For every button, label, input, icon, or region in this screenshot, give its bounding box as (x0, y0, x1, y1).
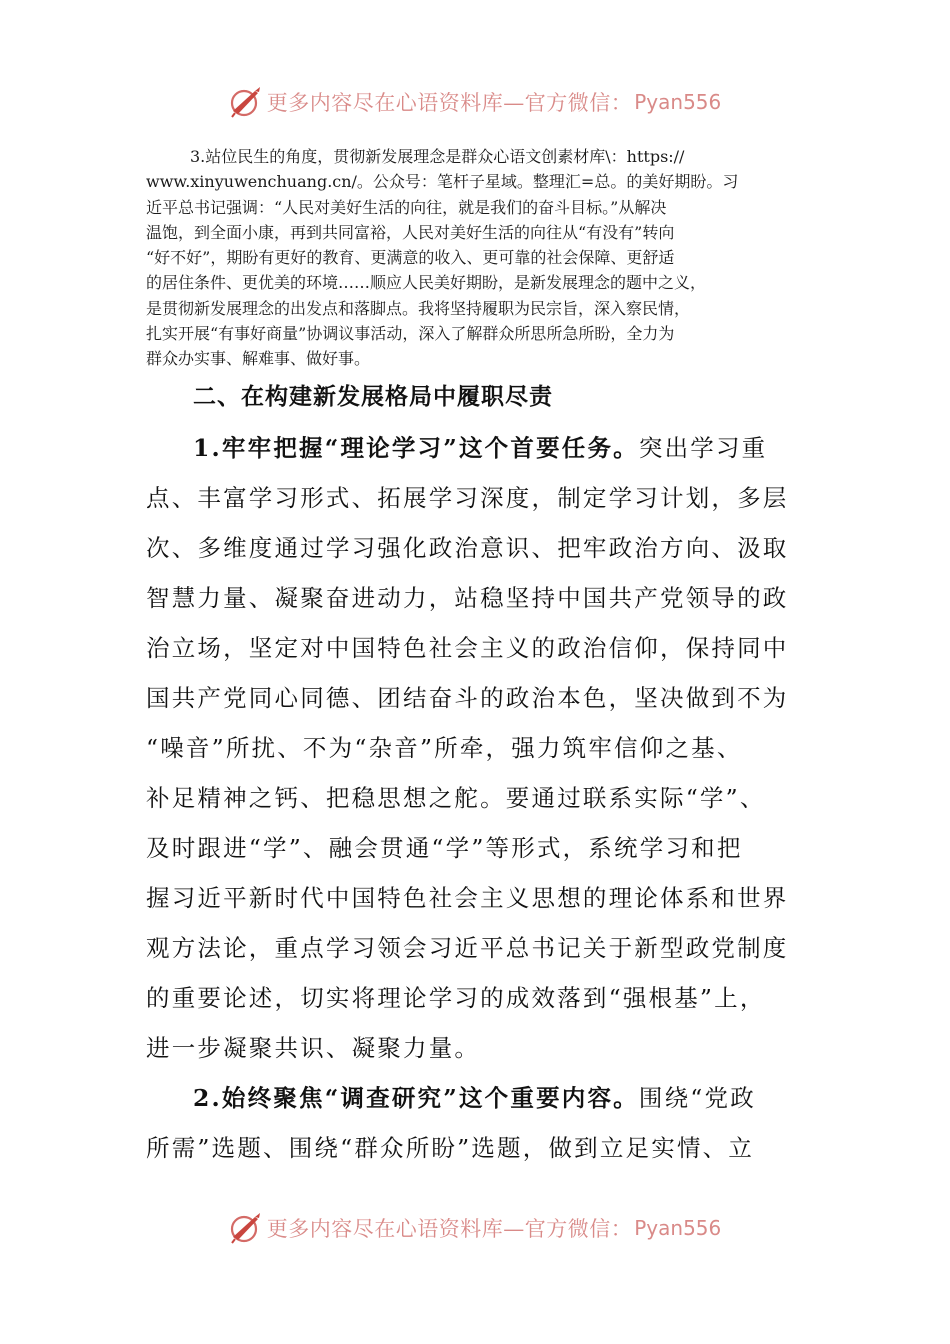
intro-line: 近平总书记强调：“人民对美好生活的向往，就是我们的奋斗目标。”从解决 (146, 197, 667, 217)
paragraph-line: 智慧力量、凝聚奋进动力，站稳坚持中国共产党领导的政 (146, 584, 789, 612)
paragraph-line: 及时跟进“学”、融会贯通“学”等形式，系统学习和把 (146, 834, 743, 862)
paragraph-line: 次、多维度通过学习强化政治意识、把牢政治方向、汲取 (146, 534, 789, 562)
watermark-text: 更多内容尽在心语资料库—官方微信： (266, 1217, 633, 1241)
paragraph-first-line (146, 1073, 786, 1123)
paragraph-line: “噪音”所扰、不为“杂音”所牵，强力筑牢信仰之基、 (146, 734, 743, 762)
watermark-banner-top (0, 82, 950, 122)
paragraph-lead: 2.始终聚焦“调查研究”这个重要内容。 (193, 1084, 639, 1112)
paragraph-line-rest: 围绕“党政 (638, 1084, 756, 1112)
intro-line: “好不好”，期盼有更好的教育、更满意的收入、更可靠的社会保障、更舒适 (146, 248, 675, 268)
paragraph-line: 观方法论，重点学习领会习近平总书记关于新型政党制度 (146, 934, 789, 962)
intro-line: 群众办实事、解难事、做好事。 (146, 349, 371, 369)
intro-line: 扎实开展“有事好商量”协调议事活动，深入了解群众所思所急所盼，全力为 (146, 324, 675, 344)
watermark-text: 更多内容尽在心语资料库—官方微信： (266, 91, 633, 115)
watermark-id: Pyan556 (634, 90, 722, 114)
quill-pen-logo-icon (229, 1211, 263, 1245)
intro-line: 温饱，到全面小康，再到共同富裕，人民对美好生活的向往从“有没有”转向 (146, 222, 675, 242)
section-heading: 二、在构建新发展格局中履职尽责 (193, 383, 553, 410)
intro-paragraph (146, 144, 806, 372)
paragraph-research (146, 1073, 786, 1173)
intro-line: 3.站位民生的角度，贯彻新发展理念是群众心语文创素材库\：https:// (190, 147, 685, 166)
paragraph-line-rest: 突出学习重 (638, 434, 768, 462)
intro-line: www.xinyuwenchuang.cn/。公众号：笔杆子星域。整理汇=总。的美好期盼。习 (146, 172, 739, 192)
paragraph-theory-study (146, 423, 789, 1073)
quill-pen-logo-icon (229, 85, 263, 119)
intro-line: 是贯彻新发展理念的出发点和落脚点。我将坚持履职为民宗旨，深入察民情， (146, 298, 691, 318)
intro-line: 的居住条件、更优美的环境……顺应人民美好期盼，是新发展理念的题中之义， (146, 273, 707, 293)
paragraph-line: 治立场，坚定对中国特色社会主义的政治信仰，保持同中 (146, 634, 789, 662)
watermark-id: Pyan556 (634, 1216, 722, 1240)
paragraph-line: 所需”选题、围绕“群众所盼”选题，做到立足实情、立 (146, 1134, 755, 1162)
watermark-banner-bottom (0, 1208, 950, 1248)
paragraph-line: 点、丰富学习形式、拓展学习深度，制定学习计划，多层 (146, 484, 789, 512)
paragraph-line: 进一步凝聚共识、凝聚力量。 (146, 1034, 481, 1062)
paragraph-line: 握习近平新时代中国特色社会主义思想的理论体系和世界 (146, 884, 789, 912)
paragraph-line: 补足精神之钙、把稳思想之舵。要通过联系实际“学”、 (146, 784, 766, 812)
paragraph-lead: 1.牢牢把握“理论学习”这个首要任务。 (193, 434, 639, 462)
paragraph-first-line (146, 423, 786, 473)
paragraph-line: 的重要论述，切实将理论学习的成效落到“强根基”上， (146, 984, 766, 1012)
paragraph-line: 国共产党同心同德、团结奋斗的政治本色，坚决做到不为 (146, 684, 789, 712)
